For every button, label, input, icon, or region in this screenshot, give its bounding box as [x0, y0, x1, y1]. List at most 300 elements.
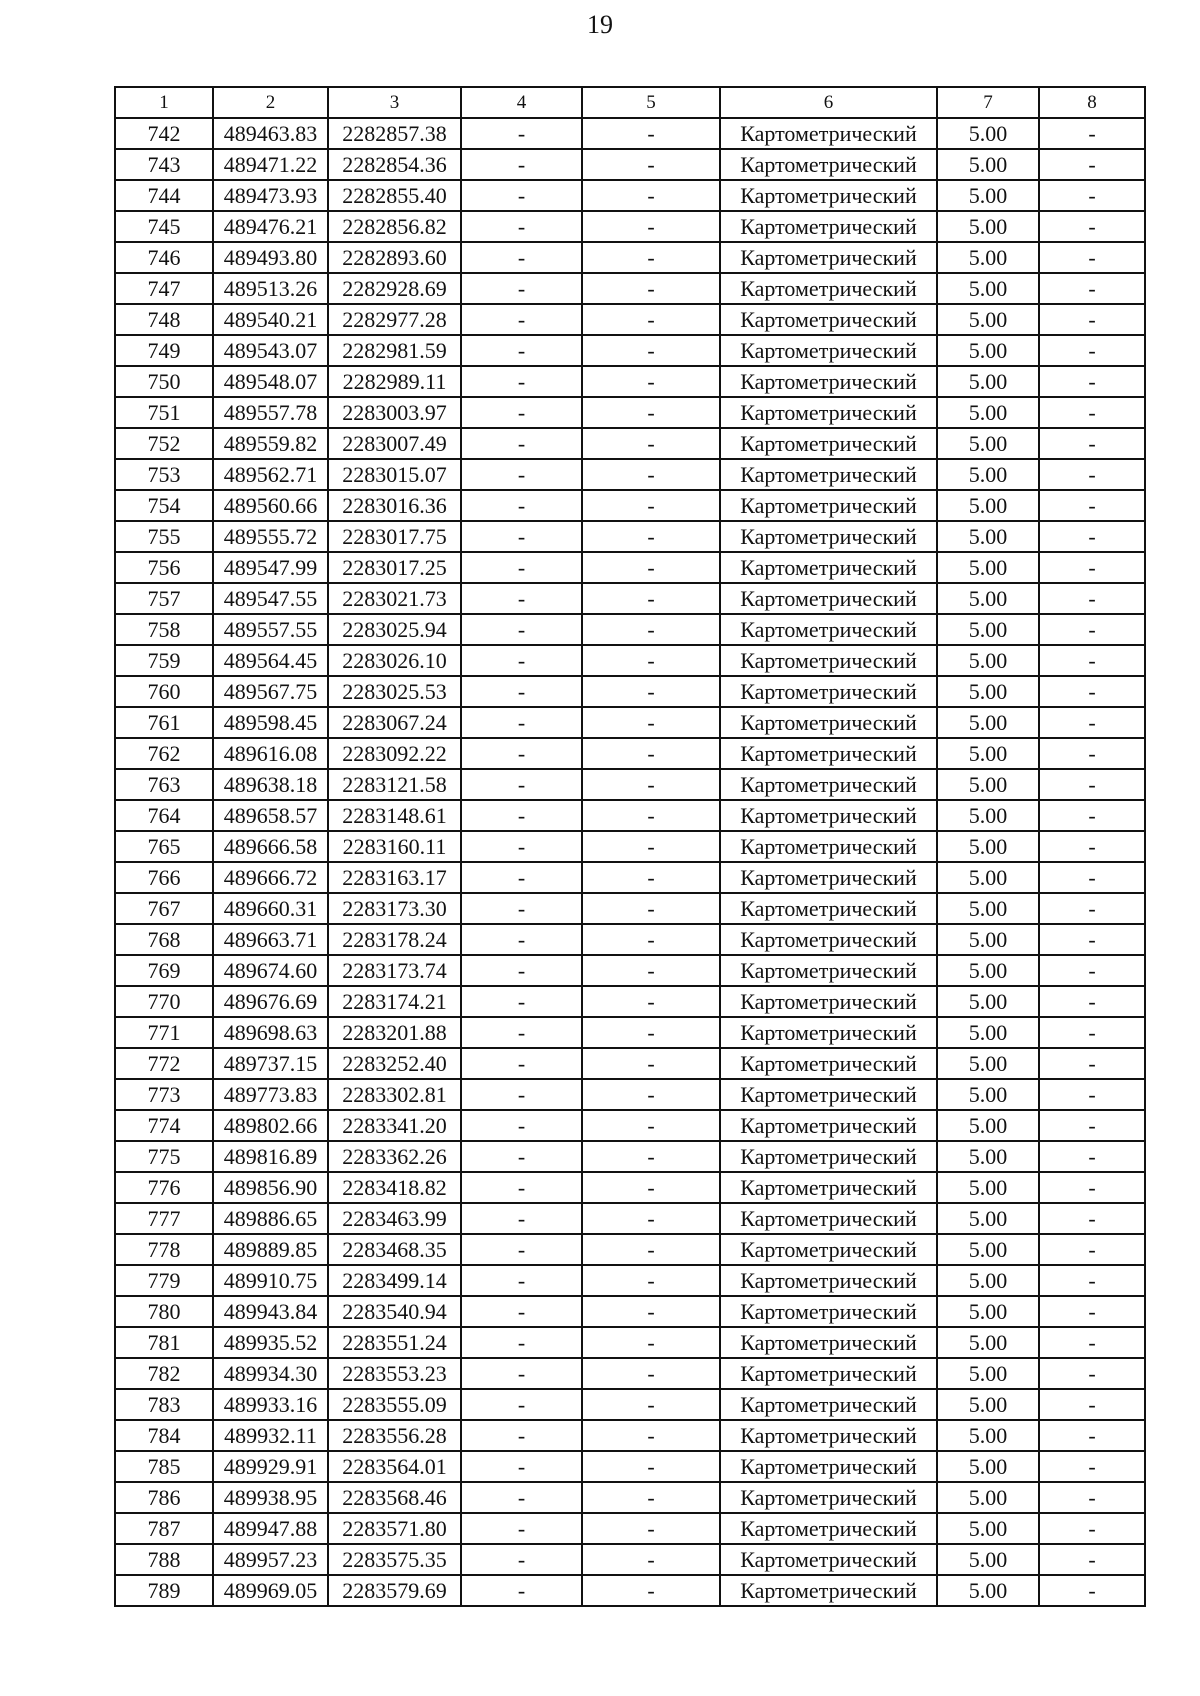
col4-cell: -	[461, 1327, 582, 1358]
col4-cell: -	[461, 1544, 582, 1575]
col8-cell: -	[1039, 614, 1145, 645]
x-coordinate-cell: 489560.66	[213, 490, 328, 521]
point-number-cell: 777	[115, 1203, 213, 1234]
y-coordinate-cell: 2283571.80	[328, 1513, 461, 1544]
col5-cell: -	[582, 366, 720, 397]
method-cell: Картометрический	[720, 1234, 937, 1265]
method-cell: Картометрический	[720, 986, 937, 1017]
col8-cell: -	[1039, 1389, 1145, 1420]
x-coordinate-cell: 489598.45	[213, 707, 328, 738]
method-cell: Картометрический	[720, 180, 937, 211]
col5-cell: -	[582, 1017, 720, 1048]
col8-cell: -	[1039, 676, 1145, 707]
point-number-cell: 747	[115, 273, 213, 304]
method-cell: Картометрический	[720, 1048, 937, 1079]
col8-cell: -	[1039, 800, 1145, 831]
col8-cell: -	[1039, 1017, 1145, 1048]
method-cell: Картометрический	[720, 1079, 937, 1110]
col4-cell: -	[461, 1296, 582, 1327]
x-coordinate-cell: 489943.84	[213, 1296, 328, 1327]
col8-cell: -	[1039, 552, 1145, 583]
y-coordinate-cell: 2283007.49	[328, 428, 461, 459]
col4-cell: -	[461, 1389, 582, 1420]
x-coordinate-cell: 489471.22	[213, 149, 328, 180]
x-coordinate-cell: 489698.63	[213, 1017, 328, 1048]
col8-cell: -	[1039, 1575, 1145, 1606]
col4-cell: -	[461, 211, 582, 242]
col8-cell: -	[1039, 459, 1145, 490]
col8-cell: -	[1039, 1265, 1145, 1296]
point-number-cell: 762	[115, 738, 213, 769]
table-row	[115, 1544, 1145, 1575]
point-number-cell: 773	[115, 1079, 213, 1110]
accuracy-cell: 5.00	[937, 1482, 1039, 1513]
point-number-cell: 775	[115, 1141, 213, 1172]
x-coordinate-cell: 489547.55	[213, 583, 328, 614]
col5-cell: -	[582, 180, 720, 211]
accuracy-cell: 5.00	[937, 800, 1039, 831]
col5-cell: -	[582, 1172, 720, 1203]
col5-cell: -	[582, 1389, 720, 1420]
col8-cell: -	[1039, 831, 1145, 862]
col5-cell: -	[582, 1110, 720, 1141]
x-coordinate-cell: 489938.95	[213, 1482, 328, 1513]
col4-cell: -	[461, 273, 582, 304]
accuracy-cell: 5.00	[937, 180, 1039, 211]
accuracy-cell: 5.00	[937, 893, 1039, 924]
table-row	[115, 1389, 1145, 1420]
col5-cell: -	[582, 1544, 720, 1575]
col5-cell: -	[582, 118, 720, 149]
col4-cell: -	[461, 1451, 582, 1482]
col5-cell: -	[582, 490, 720, 521]
col4-cell: -	[461, 1079, 582, 1110]
col4-cell: -	[461, 1017, 582, 1048]
col4-cell: -	[461, 1141, 582, 1172]
table-header-row	[115, 87, 1145, 118]
x-coordinate-cell: 489658.57	[213, 800, 328, 831]
y-coordinate-cell: 2283067.24	[328, 707, 461, 738]
y-coordinate-cell: 2283026.10	[328, 645, 461, 676]
y-coordinate-cell: 2283564.01	[328, 1451, 461, 1482]
point-number-cell: 782	[115, 1358, 213, 1389]
y-coordinate-cell: 2282928.69	[328, 273, 461, 304]
y-coordinate-cell: 2283025.94	[328, 614, 461, 645]
accuracy-cell: 5.00	[937, 273, 1039, 304]
method-cell: Картометрический	[720, 1451, 937, 1482]
accuracy-cell: 5.00	[937, 521, 1039, 552]
x-coordinate-cell: 489663.71	[213, 924, 328, 955]
y-coordinate-cell: 2283575.35	[328, 1544, 461, 1575]
x-coordinate-cell: 489957.23	[213, 1544, 328, 1575]
col5-cell: -	[582, 1203, 720, 1234]
y-coordinate-cell: 2283540.94	[328, 1296, 461, 1327]
column-header: 3	[328, 87, 461, 118]
col5-cell: -	[582, 1358, 720, 1389]
col8-cell: -	[1039, 1079, 1145, 1110]
col5-cell: -	[582, 1420, 720, 1451]
x-coordinate-cell: 489934.30	[213, 1358, 328, 1389]
method-cell: Картометрический	[720, 676, 937, 707]
accuracy-cell: 5.00	[937, 1451, 1039, 1482]
col5-cell: -	[582, 149, 720, 180]
y-coordinate-cell: 2283121.58	[328, 769, 461, 800]
y-coordinate-cell: 2283568.46	[328, 1482, 461, 1513]
method-cell: Картометрический	[720, 521, 937, 552]
method-cell: Картометрический	[720, 1296, 937, 1327]
table-row	[115, 459, 1145, 490]
col4-cell: -	[461, 118, 582, 149]
point-number-cell: 758	[115, 614, 213, 645]
table-row	[115, 428, 1145, 459]
accuracy-cell: 5.00	[937, 1141, 1039, 1172]
table-row	[115, 304, 1145, 335]
col8-cell: -	[1039, 428, 1145, 459]
point-number-cell: 772	[115, 1048, 213, 1079]
table-row	[115, 149, 1145, 180]
y-coordinate-cell: 2283302.81	[328, 1079, 461, 1110]
point-number-cell: 784	[115, 1420, 213, 1451]
col5-cell: -	[582, 459, 720, 490]
y-coordinate-cell: 2283092.22	[328, 738, 461, 769]
accuracy-cell: 5.00	[937, 1513, 1039, 1544]
y-coordinate-cell: 2282857.38	[328, 118, 461, 149]
table-row	[115, 1513, 1145, 1544]
y-coordinate-cell: 2283463.99	[328, 1203, 461, 1234]
accuracy-cell: 5.00	[937, 583, 1039, 614]
point-number-cell: 750	[115, 366, 213, 397]
column-header: 1	[115, 87, 213, 118]
accuracy-cell: 5.00	[937, 335, 1039, 366]
col8-cell: -	[1039, 1234, 1145, 1265]
col5-cell: -	[582, 1513, 720, 1544]
table-row	[115, 924, 1145, 955]
table-row	[115, 490, 1145, 521]
x-coordinate-cell: 489463.83	[213, 118, 328, 149]
col5-cell: -	[582, 738, 720, 769]
col4-cell: -	[461, 335, 582, 366]
y-coordinate-cell: 2283341.20	[328, 1110, 461, 1141]
col8-cell: -	[1039, 180, 1145, 211]
point-number-cell: 785	[115, 1451, 213, 1482]
method-cell: Картометрический	[720, 1482, 937, 1513]
col4-cell: -	[461, 831, 582, 862]
col4-cell: -	[461, 1265, 582, 1296]
col5-cell: -	[582, 273, 720, 304]
table-row	[115, 180, 1145, 211]
x-coordinate-cell: 489559.82	[213, 428, 328, 459]
x-coordinate-cell: 489947.88	[213, 1513, 328, 1544]
col5-cell: -	[582, 1327, 720, 1358]
y-coordinate-cell: 2283178.24	[328, 924, 461, 955]
x-coordinate-cell: 489773.83	[213, 1079, 328, 1110]
col8-cell: -	[1039, 1451, 1145, 1482]
accuracy-cell: 5.00	[937, 1265, 1039, 1296]
table-row	[115, 1358, 1145, 1389]
method-cell: Картометрический	[720, 211, 937, 242]
method-cell: Картометрический	[720, 707, 937, 738]
col4-cell: -	[461, 1110, 582, 1141]
table-row	[115, 800, 1145, 831]
accuracy-cell: 5.00	[937, 738, 1039, 769]
point-number-cell: 752	[115, 428, 213, 459]
method-cell: Картометрический	[720, 614, 937, 645]
table-row	[115, 707, 1145, 738]
col8-cell: -	[1039, 862, 1145, 893]
point-number-cell: 764	[115, 800, 213, 831]
table-row	[115, 955, 1145, 986]
col4-cell: -	[461, 645, 582, 676]
col8-cell: -	[1039, 1327, 1145, 1358]
table-row	[115, 831, 1145, 862]
point-number-cell: 765	[115, 831, 213, 862]
column-header: 6	[720, 87, 937, 118]
col5-cell: -	[582, 707, 720, 738]
col5-cell: -	[582, 583, 720, 614]
method-cell: Картометрический	[720, 583, 937, 614]
col5-cell: -	[582, 800, 720, 831]
accuracy-cell: 5.00	[937, 707, 1039, 738]
x-coordinate-cell: 489910.75	[213, 1265, 328, 1296]
y-coordinate-cell: 2283551.24	[328, 1327, 461, 1358]
y-coordinate-cell: 2283556.28	[328, 1420, 461, 1451]
accuracy-cell: 5.00	[937, 397, 1039, 428]
y-coordinate-cell: 2282981.59	[328, 335, 461, 366]
y-coordinate-cell: 2283499.14	[328, 1265, 461, 1296]
table-row	[115, 1451, 1145, 1482]
table-row	[115, 1265, 1145, 1296]
x-coordinate-cell: 489548.07	[213, 366, 328, 397]
point-number-cell: 786	[115, 1482, 213, 1513]
table-row	[115, 893, 1145, 924]
accuracy-cell: 5.00	[937, 1296, 1039, 1327]
table-row	[115, 1575, 1145, 1606]
col4-cell: -	[461, 924, 582, 955]
method-cell: Картометрический	[720, 738, 937, 769]
table-row	[115, 1327, 1145, 1358]
col5-cell: -	[582, 1141, 720, 1172]
x-coordinate-cell: 489856.90	[213, 1172, 328, 1203]
y-coordinate-cell: 2283160.11	[328, 831, 461, 862]
col4-cell: -	[461, 1482, 582, 1513]
method-cell: Картометрический	[720, 1544, 937, 1575]
accuracy-cell: 5.00	[937, 1358, 1039, 1389]
col5-cell: -	[582, 397, 720, 428]
table-row	[115, 614, 1145, 645]
y-coordinate-cell: 2283173.30	[328, 893, 461, 924]
table-row	[115, 1420, 1145, 1451]
col5-cell: -	[582, 614, 720, 645]
point-number-cell: 774	[115, 1110, 213, 1141]
y-coordinate-cell: 2283174.21	[328, 986, 461, 1017]
method-cell: Картометрический	[720, 1265, 937, 1296]
point-number-cell: 788	[115, 1544, 213, 1575]
accuracy-cell: 5.00	[937, 1203, 1039, 1234]
col4-cell: -	[461, 676, 582, 707]
col8-cell: -	[1039, 211, 1145, 242]
accuracy-cell: 5.00	[937, 862, 1039, 893]
table-row	[115, 366, 1145, 397]
y-coordinate-cell: 2282856.82	[328, 211, 461, 242]
y-coordinate-cell: 2283418.82	[328, 1172, 461, 1203]
accuracy-cell: 5.00	[937, 1327, 1039, 1358]
accuracy-cell: 5.00	[937, 1048, 1039, 1079]
y-coordinate-cell: 2283362.26	[328, 1141, 461, 1172]
col5-cell: -	[582, 893, 720, 924]
point-number-cell: 769	[115, 955, 213, 986]
x-coordinate-cell: 489555.72	[213, 521, 328, 552]
table-row	[115, 118, 1145, 149]
accuracy-cell: 5.00	[937, 428, 1039, 459]
column-header: 4	[461, 87, 582, 118]
table-row	[115, 521, 1145, 552]
col8-cell: -	[1039, 1203, 1145, 1234]
col8-cell: -	[1039, 366, 1145, 397]
point-number-cell: 761	[115, 707, 213, 738]
col4-cell: -	[461, 490, 582, 521]
col4-cell: -	[461, 1358, 582, 1389]
x-coordinate-cell: 489476.21	[213, 211, 328, 242]
accuracy-cell: 5.00	[937, 831, 1039, 862]
col5-cell: -	[582, 1296, 720, 1327]
accuracy-cell: 5.00	[937, 769, 1039, 800]
method-cell: Картометрический	[720, 335, 937, 366]
accuracy-cell: 5.00	[937, 304, 1039, 335]
col4-cell: -	[461, 614, 582, 645]
col8-cell: -	[1039, 149, 1145, 180]
col4-cell: -	[461, 1575, 582, 1606]
method-cell: Картометрический	[720, 1017, 937, 1048]
col5-cell: -	[582, 304, 720, 335]
table-row	[115, 335, 1145, 366]
col5-cell: -	[582, 242, 720, 273]
y-coordinate-cell: 2283579.69	[328, 1575, 461, 1606]
point-number-cell: 770	[115, 986, 213, 1017]
accuracy-cell: 5.00	[937, 1234, 1039, 1265]
point-number-cell: 779	[115, 1265, 213, 1296]
col4-cell: -	[461, 862, 582, 893]
accuracy-cell: 5.00	[937, 242, 1039, 273]
col5-cell: -	[582, 211, 720, 242]
x-coordinate-cell: 489567.75	[213, 676, 328, 707]
x-coordinate-cell: 489660.31	[213, 893, 328, 924]
y-coordinate-cell: 2282977.28	[328, 304, 461, 335]
x-coordinate-cell: 489473.93	[213, 180, 328, 211]
col5-cell: -	[582, 552, 720, 583]
table-row	[115, 242, 1145, 273]
col5-cell: -	[582, 645, 720, 676]
y-coordinate-cell: 2282855.40	[328, 180, 461, 211]
col4-cell: -	[461, 800, 582, 831]
col4-cell: -	[461, 893, 582, 924]
col8-cell: -	[1039, 707, 1145, 738]
table-row	[115, 1203, 1145, 1234]
col8-cell: -	[1039, 335, 1145, 366]
accuracy-cell: 5.00	[937, 1172, 1039, 1203]
table-row	[115, 1079, 1145, 1110]
table-row	[115, 986, 1145, 1017]
method-cell: Картометрический	[720, 645, 937, 676]
col8-cell: -	[1039, 304, 1145, 335]
point-number-cell: 759	[115, 645, 213, 676]
column-header: 7	[937, 87, 1039, 118]
x-coordinate-cell: 489564.45	[213, 645, 328, 676]
table-row	[115, 769, 1145, 800]
col4-cell: -	[461, 180, 582, 211]
col4-cell: -	[461, 1234, 582, 1265]
x-coordinate-cell: 489638.18	[213, 769, 328, 800]
method-cell: Картометрический	[720, 459, 937, 490]
x-coordinate-cell: 489493.80	[213, 242, 328, 273]
method-cell: Картометрический	[720, 149, 937, 180]
method-cell: Картометрический	[720, 1141, 937, 1172]
accuracy-cell: 5.00	[937, 118, 1039, 149]
col4-cell: -	[461, 1513, 582, 1544]
col8-cell: -	[1039, 1110, 1145, 1141]
col8-cell: -	[1039, 1296, 1145, 1327]
y-coordinate-cell: 2283201.88	[328, 1017, 461, 1048]
accuracy-cell: 5.00	[937, 1017, 1039, 1048]
point-number-cell: 766	[115, 862, 213, 893]
accuracy-cell: 5.00	[937, 490, 1039, 521]
accuracy-cell: 5.00	[937, 1575, 1039, 1606]
point-number-cell: 749	[115, 335, 213, 366]
accuracy-cell: 5.00	[937, 149, 1039, 180]
y-coordinate-cell: 2283553.23	[328, 1358, 461, 1389]
y-coordinate-cell: 2283555.09	[328, 1389, 461, 1420]
col5-cell: -	[582, 831, 720, 862]
col8-cell: -	[1039, 986, 1145, 1017]
col5-cell: -	[582, 1265, 720, 1296]
col5-cell: -	[582, 1575, 720, 1606]
col5-cell: -	[582, 924, 720, 955]
col4-cell: -	[461, 242, 582, 273]
col5-cell: -	[582, 521, 720, 552]
x-coordinate-cell: 489666.72	[213, 862, 328, 893]
y-coordinate-cell: 2283148.61	[328, 800, 461, 831]
point-number-cell: 763	[115, 769, 213, 800]
point-number-cell: 757	[115, 583, 213, 614]
point-number-cell: 745	[115, 211, 213, 242]
x-coordinate-cell: 489666.58	[213, 831, 328, 862]
col5-cell: -	[582, 862, 720, 893]
table-row	[115, 645, 1145, 676]
method-cell: Картометрический	[720, 800, 937, 831]
point-number-cell: 776	[115, 1172, 213, 1203]
method-cell: Картометрический	[720, 1172, 937, 1203]
col5-cell: -	[582, 1079, 720, 1110]
col8-cell: -	[1039, 118, 1145, 149]
coordinates-table	[114, 86, 1146, 1607]
y-coordinate-cell: 2282989.11	[328, 366, 461, 397]
point-number-cell: 778	[115, 1234, 213, 1265]
x-coordinate-cell: 489935.52	[213, 1327, 328, 1358]
accuracy-cell: 5.00	[937, 1544, 1039, 1575]
method-cell: Картометрический	[720, 273, 937, 304]
col4-cell: -	[461, 521, 582, 552]
method-cell: Картометрический	[720, 1389, 937, 1420]
col8-cell: -	[1039, 1420, 1145, 1451]
table-row	[115, 211, 1145, 242]
x-coordinate-cell: 489616.08	[213, 738, 328, 769]
col5-cell: -	[582, 1451, 720, 1482]
col4-cell: -	[461, 583, 582, 614]
col8-cell: -	[1039, 242, 1145, 273]
col8-cell: -	[1039, 1544, 1145, 1575]
col4-cell: -	[461, 552, 582, 583]
table-row	[115, 552, 1145, 583]
x-coordinate-cell: 489674.60	[213, 955, 328, 986]
